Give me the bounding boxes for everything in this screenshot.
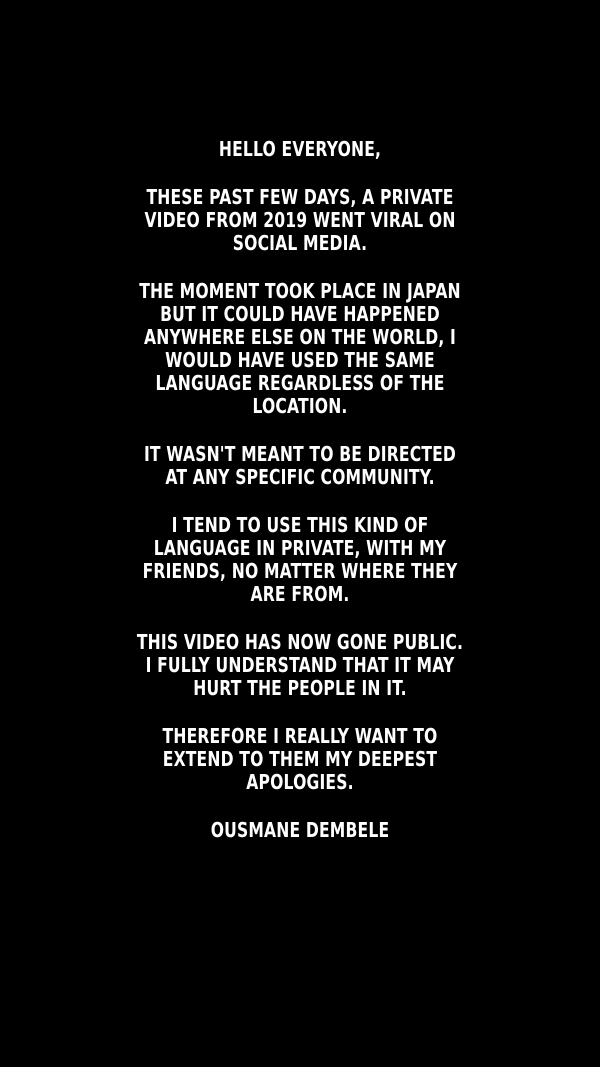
paragraph-apologies bbox=[66, 725, 534, 794]
statement-line: LANGUAGE IN PRIVATE, WITH MY bbox=[153, 536, 447, 560]
statement-line: APOLOGIES. bbox=[246, 770, 354, 794]
statement-line: FRIENDS, NO MATTER WHERE THEY bbox=[142, 559, 458, 583]
signature bbox=[66, 819, 534, 842]
paragraph-gone-public bbox=[66, 631, 534, 700]
statement-line: THIS VIDEO HAS NOW GONE PUBLIC. bbox=[136, 630, 464, 654]
statement-line: THESE PAST FEW DAYS, A PRIVATE bbox=[146, 185, 454, 209]
statement-line: I TEND TO USE THIS KIND OF bbox=[171, 513, 429, 537]
greeting-line: HELLO EVERYONE, bbox=[218, 137, 382, 161]
greeting bbox=[66, 138, 534, 161]
statement-line: IT WASN'T MEANT TO BE DIRECTED bbox=[143, 442, 457, 466]
paragraph-private-language bbox=[66, 514, 534, 606]
statement-line: ARE FROM. bbox=[250, 582, 350, 606]
statement-line: LOCATION. bbox=[252, 394, 348, 418]
statement-line: EXTEND TO THEM MY DEEPEST bbox=[162, 747, 438, 771]
statement-line: THE MOMENT TOOK PLACE IN JAPAN bbox=[139, 279, 461, 303]
statement-line: THEREFORE I REALLY WANT TO bbox=[162, 724, 438, 748]
paragraph-not-directed bbox=[66, 443, 534, 489]
statement-line: I FULLY UNDERSTAND THAT IT MAY bbox=[145, 653, 455, 677]
paragraph-viral-video bbox=[66, 186, 534, 255]
statement-line: WOULD HAVE USED THE SAME bbox=[165, 348, 435, 372]
paragraph-location bbox=[66, 280, 534, 418]
statement-line: HURT THE PEOPLE IN IT. bbox=[193, 676, 407, 700]
statement-line: AT ANY SPECIFIC COMMUNITY. bbox=[165, 465, 435, 489]
statement-line: SOCIAL MEDIA. bbox=[232, 231, 368, 255]
statement-line: ANYWHERE ELSE ON THE WORLD, I bbox=[144, 325, 456, 349]
statement-line: LANGUAGE REGARDLESS OF THE bbox=[155, 371, 445, 395]
signature-line: OUSMANE DEMBELE bbox=[210, 818, 390, 842]
apology-statement bbox=[66, 138, 534, 867]
statement-line: VIDEO FROM 2019 WENT VIRAL ON bbox=[144, 208, 456, 232]
statement-line: BUT IT COULD HAVE HAPPENED bbox=[160, 302, 440, 326]
